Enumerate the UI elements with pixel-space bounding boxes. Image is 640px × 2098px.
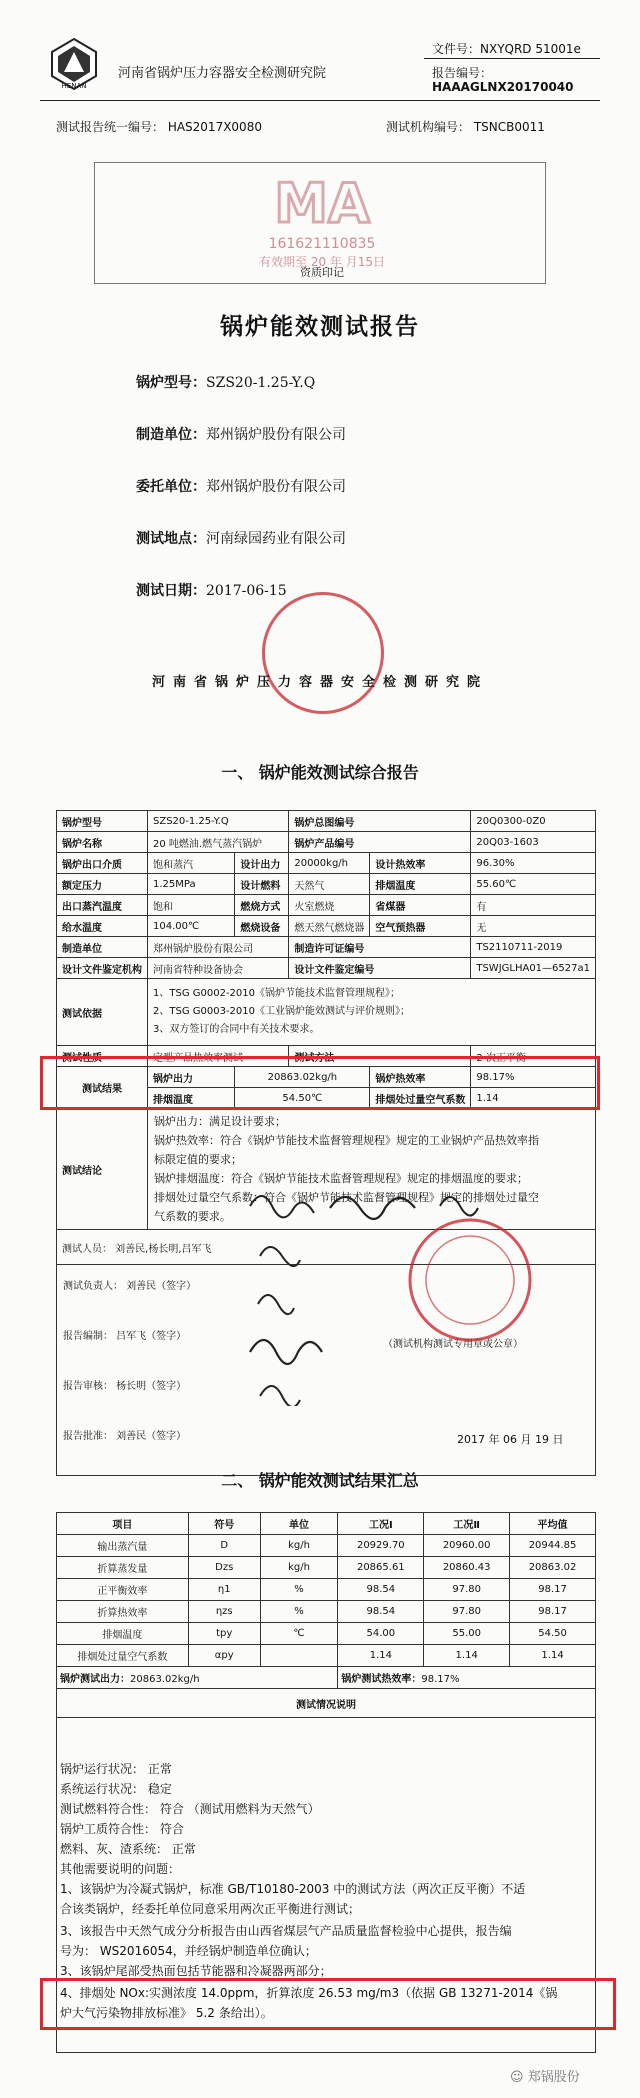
report-title: 锅炉能效测试报告	[220, 313, 420, 340]
table-row: 测试依据 1、TSG G0002-2010《锅炉节能技术监督管理规程》； 2、TSG G0003-2010《工业锅炉能效测试与评价规则》； 3、双方签订的合同中有关技术要求。	[57, 979, 596, 1046]
wechat-icon: ☺	[510, 2070, 524, 2085]
agency-number: 测试机构编号： TSNCB0011	[386, 120, 545, 134]
table-row: 折算蒸发量 Dzs kg/h 20865.61 20860.43 20863.02	[57, 1557, 596, 1579]
table-row: 排烟温度 tpy ℃ 54.00 55.00 54.50	[57, 1623, 596, 1645]
info-location: 测试地点：河南绿园药业有限公司	[136, 531, 346, 547]
table-row: 项目 符号 单位 工况Ⅰ 工况Ⅱ 平均值	[57, 1513, 596, 1535]
highlight-results	[40, 1056, 600, 1110]
table-row: 输出蒸汽量 D kg/h 20929.70 20960.00 20944.85	[57, 1535, 596, 1557]
note-line: 其他需要说明的问题：	[60, 1862, 181, 1876]
institute-name: 河南省锅炉压力容器安全检测研究院	[118, 66, 327, 81]
table-row: 额定压力 1.25MPa 设计燃料 天然气 排烟温度 55.60℃	[57, 874, 596, 895]
note-line: 3、该锅炉尾部受热面包括节能器和冷凝器两部分；	[60, 1964, 332, 1978]
table-row: 测试人员： 刘善民,杨长明,吕军飞	[57, 1230, 596, 1265]
table-row: 出口蒸汽温度 饱和 燃烧方式 火室燃烧 省煤器 有	[57, 895, 596, 916]
table-row: 测试结果 锅炉出力 20863.02kg/h 锅炉热效率 98.17%	[57, 1067, 596, 1088]
table-row: 锅炉名称 20 吨燃油.燃气蒸汽锅炉 锅炉产品编号 20Q03-1603	[57, 832, 596, 853]
note-line: 号为： WS2016054，并经锅炉制造单位确认；	[60, 1944, 317, 1958]
info-client: 委托单位：郑州锅炉股份有限公司	[136, 479, 346, 495]
note-line: 锅炉工质符合性： 符合	[60, 1822, 184, 1836]
svg-text:HENAN: HENAN	[61, 82, 87, 90]
note-line: 炉大气污染物排放标准》 5.2 条给出）。	[60, 2006, 273, 2020]
table-row: 折算热效率 ηzs % 98.54 97.80 98.17	[57, 1601, 596, 1623]
note-line: 4、排烟处 NOx:实测浓度 14.0ppm，折算浓度 26.53 mg/m3（依据 GB 13271-2014《锅	[60, 1986, 558, 2000]
report-number: HAAAGLNX20170040	[432, 80, 574, 94]
highlight-nox	[40, 1978, 616, 2030]
file-number: 文件号：NXYQRD 51001e	[432, 42, 581, 56]
table-row: 锅炉测试出力：20863.02kg/h 锅炉测试热效率：98.17%	[57, 1667, 596, 1689]
note-line: 测试燃料符合性： 符合 （测试用燃料为天然气）	[60, 1802, 320, 1816]
table-row: 测试负责人： 刘善民（签字） 报告编制： 吕军飞（签字） 报告审核： 杨长明（签字） 报告批准： 刘善民（签字） （测试机构测试专用章或公章） 2017 年 06 月 19 日	[57, 1265, 596, 1476]
signatures-icon	[230, 1176, 560, 1406]
watermark: ☺ 郑锅股份	[510, 2070, 580, 2085]
table-row: 排烟处过量空气系数 αpy 1.14 1.14 1.14	[57, 1645, 596, 1667]
table-row: 正平衡效率 η1 % 98.54 97.80 98.17	[57, 1579, 596, 1601]
note-line: 合该类锅炉，经委托单位同意采用两次正平衡进行测试；	[60, 1902, 361, 1916]
table-row: 给水温度 104.00℃ 燃烧设备 燃天然气燃烧器 空气预热器 无	[57, 916, 596, 937]
table-row: 设计文件鉴定机构 河南省特种设备协会 设计文件鉴定编号 TSWJGLHA01—6527a1	[57, 958, 596, 979]
ma-caption: 资质印记	[300, 266, 344, 279]
red-seal-icon	[262, 592, 384, 714]
table-row: 测试情况说明	[57, 1689, 596, 1718]
svg-text:有效期至 20 年 月15日: 有效期至 20 年 月15日	[259, 255, 385, 269]
table-row: 锅炉型号 SZS20-1.25-Y.Q 锅炉总图编号 20Q0300-0Z0	[57, 811, 596, 832]
info-manufacturer: 制造单位：郑州锅炉股份有限公司	[136, 427, 346, 443]
table-row: 制造单位 郑州锅炉股份有限公司 制造许可证编号 TS2110711-2019	[57, 937, 596, 958]
section2-title: 二、 锅炉能效测试结果汇总	[221, 1471, 419, 1490]
note-line: 系统运行状况： 稳定	[60, 1782, 172, 1796]
table-row: 锅炉出口介质 饱和蒸汽 设计出力 20000kg/h 设计热效率 96.30%	[57, 853, 596, 874]
note-line: 1、该锅炉为冷凝式锅炉，标准 GB/T10180-2003 中的测试方法（两次正反平衡）不适	[60, 1882, 526, 1896]
note-line: 燃料、灰、渣系统： 正常	[60, 1842, 196, 1856]
institute-full-name: 河南省锅炉压力容器安全检测研究院	[151, 675, 488, 690]
svg-text:161621110835: 161621110835	[268, 236, 376, 252]
table-row: 测试结论 锅炉出力：满足设计要求； 锅炉热效率：符合《锅炉节能技术监督管理规程》规定的工业锅炉产品热效率指 标限定值的要求； 锅炉排烟温度：符合《锅炉节能技术监督管理规程》规定的排烟温度的要求； 排烟处过量空气系数：符合《锅炉节能技术监督管理规程》规定的排烟处过量空 气系数的要求。	[57, 1109, 596, 1230]
info-date: 测试日期：2017-06-15	[136, 583, 287, 599]
report-number-label: 报告编号：	[432, 66, 493, 80]
unified-number: 测试报告统一编号： HAS2017X0080	[56, 120, 262, 134]
note-line: 3、该报告中天然气成分分析报告由山西省煤层气产品质量监督检验中心提供，报告编	[60, 1924, 512, 1938]
henan-logo-icon	[46, 36, 102, 92]
svg-text:MA: MA	[274, 172, 370, 235]
table-row: 测试性质 定型产品热效率测试 测试方法 2 次正平衡	[57, 1046, 596, 1067]
section1-title: 一、 锅炉能效测试综合报告	[221, 763, 419, 782]
note-line: 锅炉运行状况： 正常	[60, 1762, 172, 1776]
info-model: 锅炉型号：SZS20-1.25-Y.Q	[136, 375, 316, 391]
table-row: 排烟温度 54.50℃ 排烟处过量空气系数 1.14	[57, 1088, 596, 1109]
